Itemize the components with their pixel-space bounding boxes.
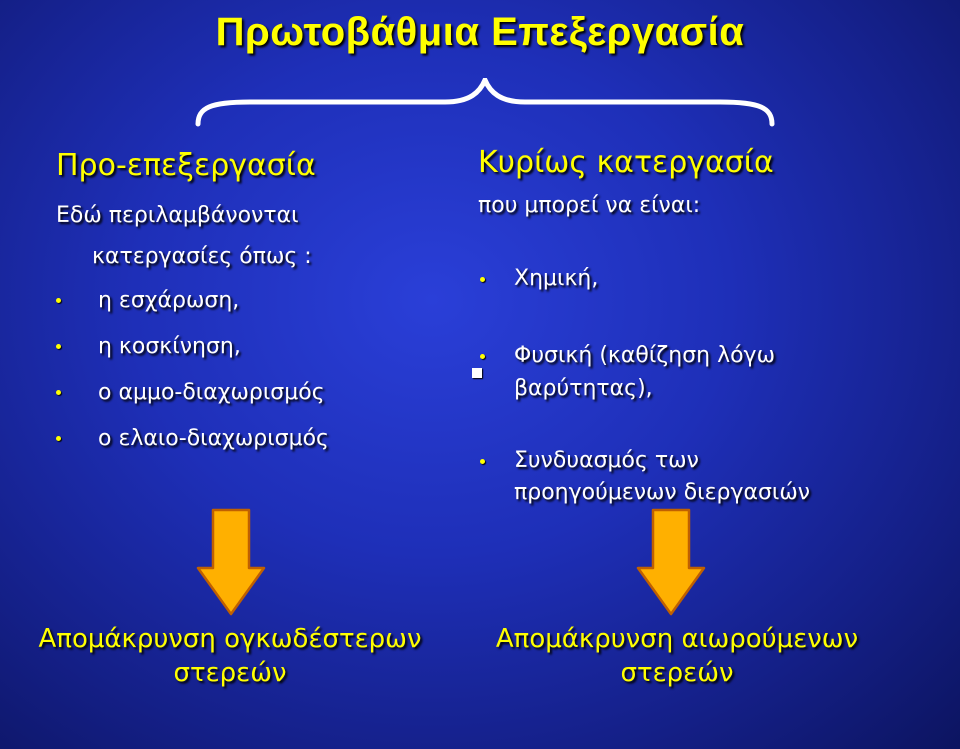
bullet-dot xyxy=(480,459,485,464)
left-heading: Προ-επεξεργασία xyxy=(56,148,316,183)
bullet-dot xyxy=(480,354,485,359)
right-subheading: που μπορεί να είναι: xyxy=(478,193,701,218)
list-item: η κοσκίνηση, xyxy=(98,334,241,359)
list-item-continuation: προηγούμενων διεργασιών xyxy=(514,480,811,505)
list-item: η εσχάρωση, xyxy=(98,288,240,313)
left-intro-line2: κατεργασίες όπως : xyxy=(92,244,312,269)
result-right xyxy=(462,622,892,690)
result-left-line1: Απομάκρυνση ογκωδέστερων xyxy=(38,624,422,654)
bullet-dot xyxy=(56,298,61,303)
list-item-continuation: βαρύτητας), xyxy=(514,376,653,401)
square-bullet-icon xyxy=(472,368,482,378)
left-intro-line1: Εδώ περιλαμβάνονται xyxy=(56,203,299,228)
result-right-line1: Απομάκρυνση αιωρούμενων xyxy=(495,624,859,654)
bullet-dot xyxy=(480,277,485,282)
bullet-dot xyxy=(56,390,61,395)
result-left xyxy=(10,622,450,690)
list-item: Φυσική (καθίζηση λόγω xyxy=(514,343,776,368)
bullet-dot xyxy=(56,436,61,441)
list-item: ο αμμο-διαχωρισμός xyxy=(98,380,325,405)
list-item: Συνδυασμός των xyxy=(514,448,699,473)
right-heading: Κυρίως κατεργασία xyxy=(478,145,774,180)
curly-brace xyxy=(190,78,780,128)
result-right-line2: στερεών xyxy=(620,658,734,688)
down-arrow-icon xyxy=(636,508,706,618)
result-left-line2: στερεών xyxy=(173,658,287,688)
down-arrow-icon xyxy=(196,508,266,618)
slide-title: Πρωτοβάθμια Επεξεργασία xyxy=(215,10,745,54)
bullet-dot xyxy=(56,344,61,349)
list-item: ο ελαιο-διαχωρισμός xyxy=(98,426,329,451)
list-item: Χημική, xyxy=(514,266,599,291)
